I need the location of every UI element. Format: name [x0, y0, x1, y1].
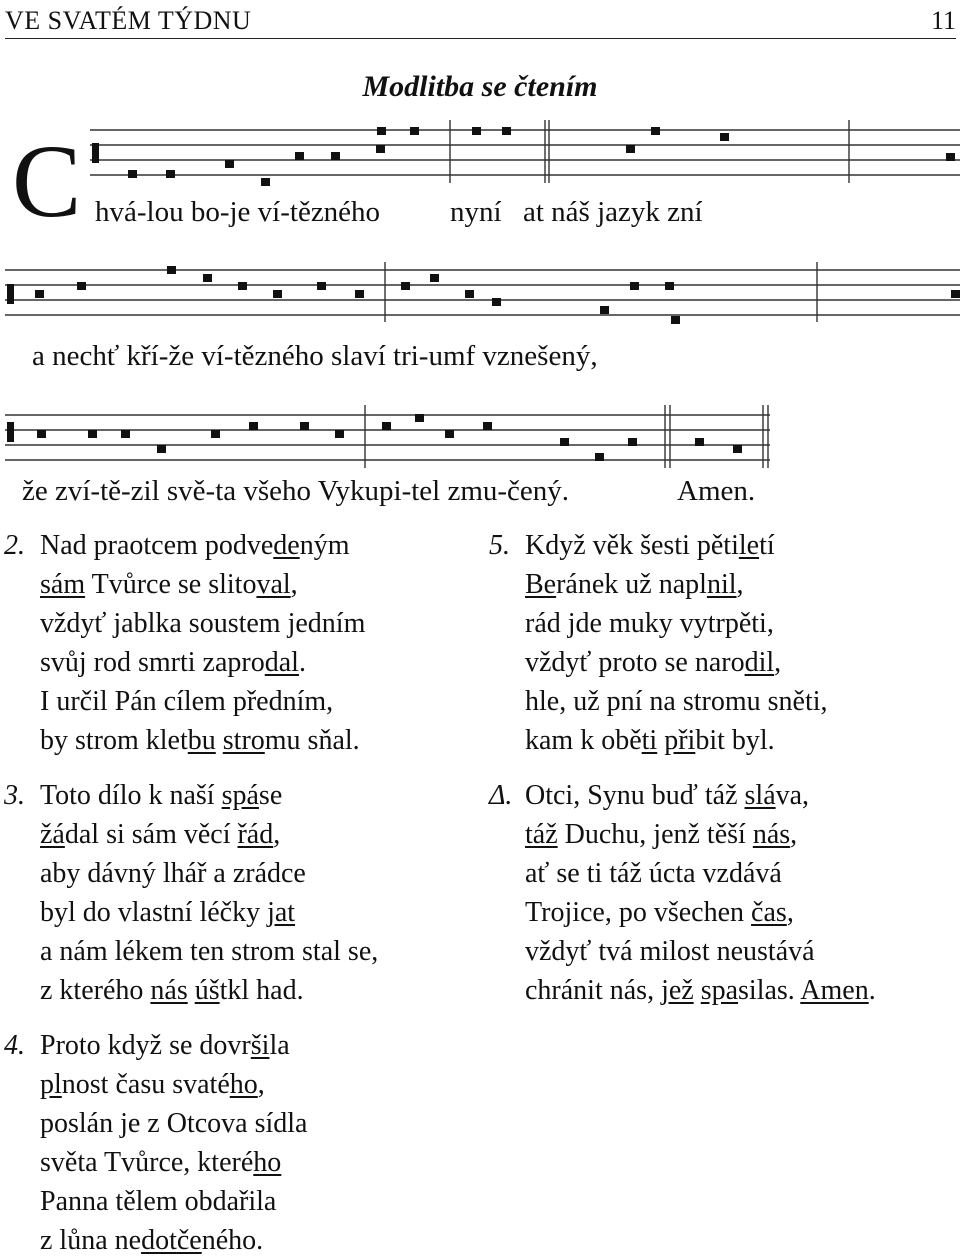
text-segment: Proto když se dovr	[40, 1030, 251, 1061]
text-segment: vždyť tvá milost neustává	[525, 936, 815, 967]
text-segment: Tvůrce se slito	[85, 569, 257, 600]
text-segment: Když věk šesti pěti	[525, 530, 739, 561]
verse-line	[525, 565, 828, 604]
verse-line	[40, 776, 378, 815]
verse-line	[40, 1221, 307, 1260]
text-segment: ,	[774, 647, 782, 678]
verse-line	[40, 1026, 307, 1065]
section-title: Modlitba se čtením	[362, 70, 598, 103]
text-segment: ,	[736, 569, 744, 600]
verse-line	[40, 1104, 307, 1143]
text-segment: Panna tělem obdařila	[40, 1186, 277, 1217]
accented-syllable: spa	[700, 975, 739, 1006]
lyric-segment: at náš jazyk zní	[523, 196, 703, 228]
stanza-number: Δ.	[489, 780, 513, 811]
accented-syllable: ši	[250, 1030, 270, 1061]
text-segment: mu sňal.	[264, 725, 360, 756]
text-segment: ránek už napl	[556, 569, 707, 600]
accented-syllable: nás	[150, 975, 188, 1006]
verse-line	[525, 682, 828, 721]
verse-line	[40, 526, 365, 565]
accented-syllable: bu	[187, 725, 216, 756]
text-segment: kam k obě	[525, 725, 642, 756]
accented-syllable: žá	[40, 819, 65, 850]
accented-syllable: dil	[744, 647, 775, 678]
text-segment: nost času svaté	[61, 1069, 230, 1100]
accented-syllable: sám	[40, 569, 86, 600]
chant-lyrics-line-1	[95, 196, 960, 236]
lyric-segment: a nechť kří-že ví-tězného slaví tri-umf vznešený,	[32, 340, 598, 372]
accented-syllable: dot	[141, 1225, 177, 1256]
text-segment	[188, 975, 195, 1006]
lyric-segment: nyní	[450, 196, 502, 228]
accented-syllable: ho	[229, 1069, 258, 1100]
accented-syllable: de	[273, 530, 300, 561]
text-segment: svůj rod smrti zapro	[40, 647, 265, 678]
verse-line	[525, 971, 876, 1010]
text-segment: bit byl.	[695, 725, 775, 756]
verse-line	[40, 721, 365, 760]
hymn-stanza-doxology	[489, 776, 876, 1010]
hymn-stanza-4	[4, 1026, 308, 1260]
text-segment: ,	[790, 819, 798, 850]
verse-line	[525, 932, 876, 971]
text-segment: Otci, Synu buď táž	[525, 780, 745, 811]
music-staff-2	[5, 260, 960, 340]
verse-line	[40, 565, 365, 604]
text-segment	[694, 975, 701, 1006]
text-segment: chránit nás,	[525, 975, 662, 1006]
lyric-segment-amen: Amen.	[677, 475, 756, 507]
verse-line	[40, 643, 365, 682]
accented-syllable: nil	[706, 569, 737, 600]
hymn-stanza-3	[4, 776, 379, 1010]
accented-syllable: čas	[751, 897, 787, 928]
verse-line	[40, 1065, 307, 1104]
lyric-segment: hvá-lou bo-je ví-tězného	[95, 196, 381, 228]
accented-syllable: pl	[40, 1069, 62, 1100]
text-segment: .	[868, 975, 876, 1006]
verse-line	[40, 815, 378, 854]
accented-syllable: řád	[237, 819, 274, 850]
text-segment: Trojice, po všechen	[525, 897, 752, 928]
accented-syllable: Be	[525, 569, 557, 600]
text-segment: tí	[759, 530, 775, 561]
text-segment: dal si sám věcí	[64, 819, 238, 850]
music-staff-3	[5, 400, 770, 480]
text-segment: I určil Pán cílem předním,	[40, 686, 334, 717]
verse-line	[525, 604, 828, 643]
text-segment: ať se ti táž úcta vzdává	[525, 858, 782, 889]
page-number: 11	[930, 6, 956, 35]
stanza-number: 5.	[489, 530, 510, 561]
text-segment: va,	[775, 780, 810, 811]
text-segment	[216, 725, 223, 756]
text-segment: ,	[290, 569, 298, 600]
verse-line	[40, 971, 378, 1010]
accented-syllable: ho	[253, 1147, 282, 1178]
music-staff-1	[90, 115, 960, 195]
running-head	[5, 2, 956, 39]
verse-line	[525, 643, 828, 682]
stanza-number: 4.	[4, 1030, 25, 1061]
accented-syllable: při	[664, 725, 696, 756]
verse-line	[40, 932, 378, 971]
text-segment: ,	[273, 819, 281, 850]
verse-line	[525, 721, 828, 760]
text-segment: a nám lékem ten strom stal se,	[40, 936, 379, 967]
text-segment: silas.	[738, 975, 801, 1006]
text-segment: tkl had.	[219, 975, 304, 1006]
accented-syllable: jat	[267, 897, 296, 928]
verse-line	[525, 815, 876, 854]
accented-syllable: úš	[194, 975, 220, 1006]
verse-line	[40, 604, 365, 643]
verse-line	[40, 893, 378, 932]
text-segment: se	[258, 780, 283, 811]
text-segment: z lůna ne	[40, 1225, 142, 1256]
text-segment: poslán je z Otcova sídla	[40, 1108, 308, 1139]
accented-syllable: spá	[221, 780, 259, 811]
text-segment: aby dávný lhář a zrádce	[40, 858, 306, 889]
verse-line	[525, 776, 876, 815]
accented-syllable: val	[256, 569, 291, 600]
text-segment: Nad praotcem podve	[40, 530, 274, 561]
text-segment: hle, už pní na stromu sněti,	[525, 686, 828, 717]
drop-cap-initial: C	[12, 124, 82, 239]
text-segment: by strom klet	[40, 725, 188, 756]
accented-syllable: jež	[661, 975, 694, 1006]
text-segment: ným	[299, 530, 350, 561]
accented-syllable: le	[738, 530, 760, 561]
accented-syllable: Amen	[800, 975, 869, 1006]
lyric-segment: že zví-tě-zil svě-ta všeho Vykupi-tel zmu-čený.	[22, 475, 570, 507]
text-segment: Duchu, jenž těší	[557, 819, 753, 850]
text-segment: Toto dílo k naší	[40, 780, 222, 811]
running-title: VE SVATÉM TÝDNU	[5, 6, 252, 35]
text-segment: z kterého	[40, 975, 151, 1006]
verse-line	[525, 854, 876, 893]
text-segment: .	[298, 647, 306, 678]
text-segment: vždyť proto se naro	[525, 647, 745, 678]
verse-line	[40, 854, 378, 893]
verse-line	[525, 893, 876, 932]
hymn-stanza-2	[4, 526, 366, 760]
accented-syllable: če	[176, 1225, 202, 1256]
text-segment: la	[269, 1030, 290, 1061]
text-segment: ,	[257, 1069, 265, 1100]
accented-syllable: dal	[264, 647, 299, 678]
verse-line	[40, 682, 365, 721]
chant-lyrics-line-2	[32, 340, 832, 380]
verse-line	[40, 1182, 307, 1221]
accented-syllable: slá	[744, 780, 776, 811]
text-segment: světa Tvůrce, které	[40, 1147, 254, 1178]
accented-syllable: nás	[752, 819, 791, 850]
chant-lyrics-line-3	[22, 475, 922, 515]
verse-line	[525, 526, 828, 565]
stanza-number: 3.	[4, 780, 25, 811]
stanza-number: 2.	[4, 530, 25, 561]
accented-syllable: táž	[525, 819, 558, 850]
verse-line	[40, 1143, 307, 1182]
text-segment: ného.	[201, 1225, 264, 1256]
hymn-stanza-5	[489, 526, 828, 760]
accented-syllable: ti	[641, 725, 658, 756]
text-segment: vždyť jablka soustem jedním	[40, 608, 366, 639]
accented-syllable: stro	[222, 725, 265, 756]
text-segment: ,	[786, 897, 794, 928]
text-segment: byl do vlastní léčky	[40, 897, 268, 928]
text-segment: rád jde muky vytrpěti,	[525, 608, 774, 639]
